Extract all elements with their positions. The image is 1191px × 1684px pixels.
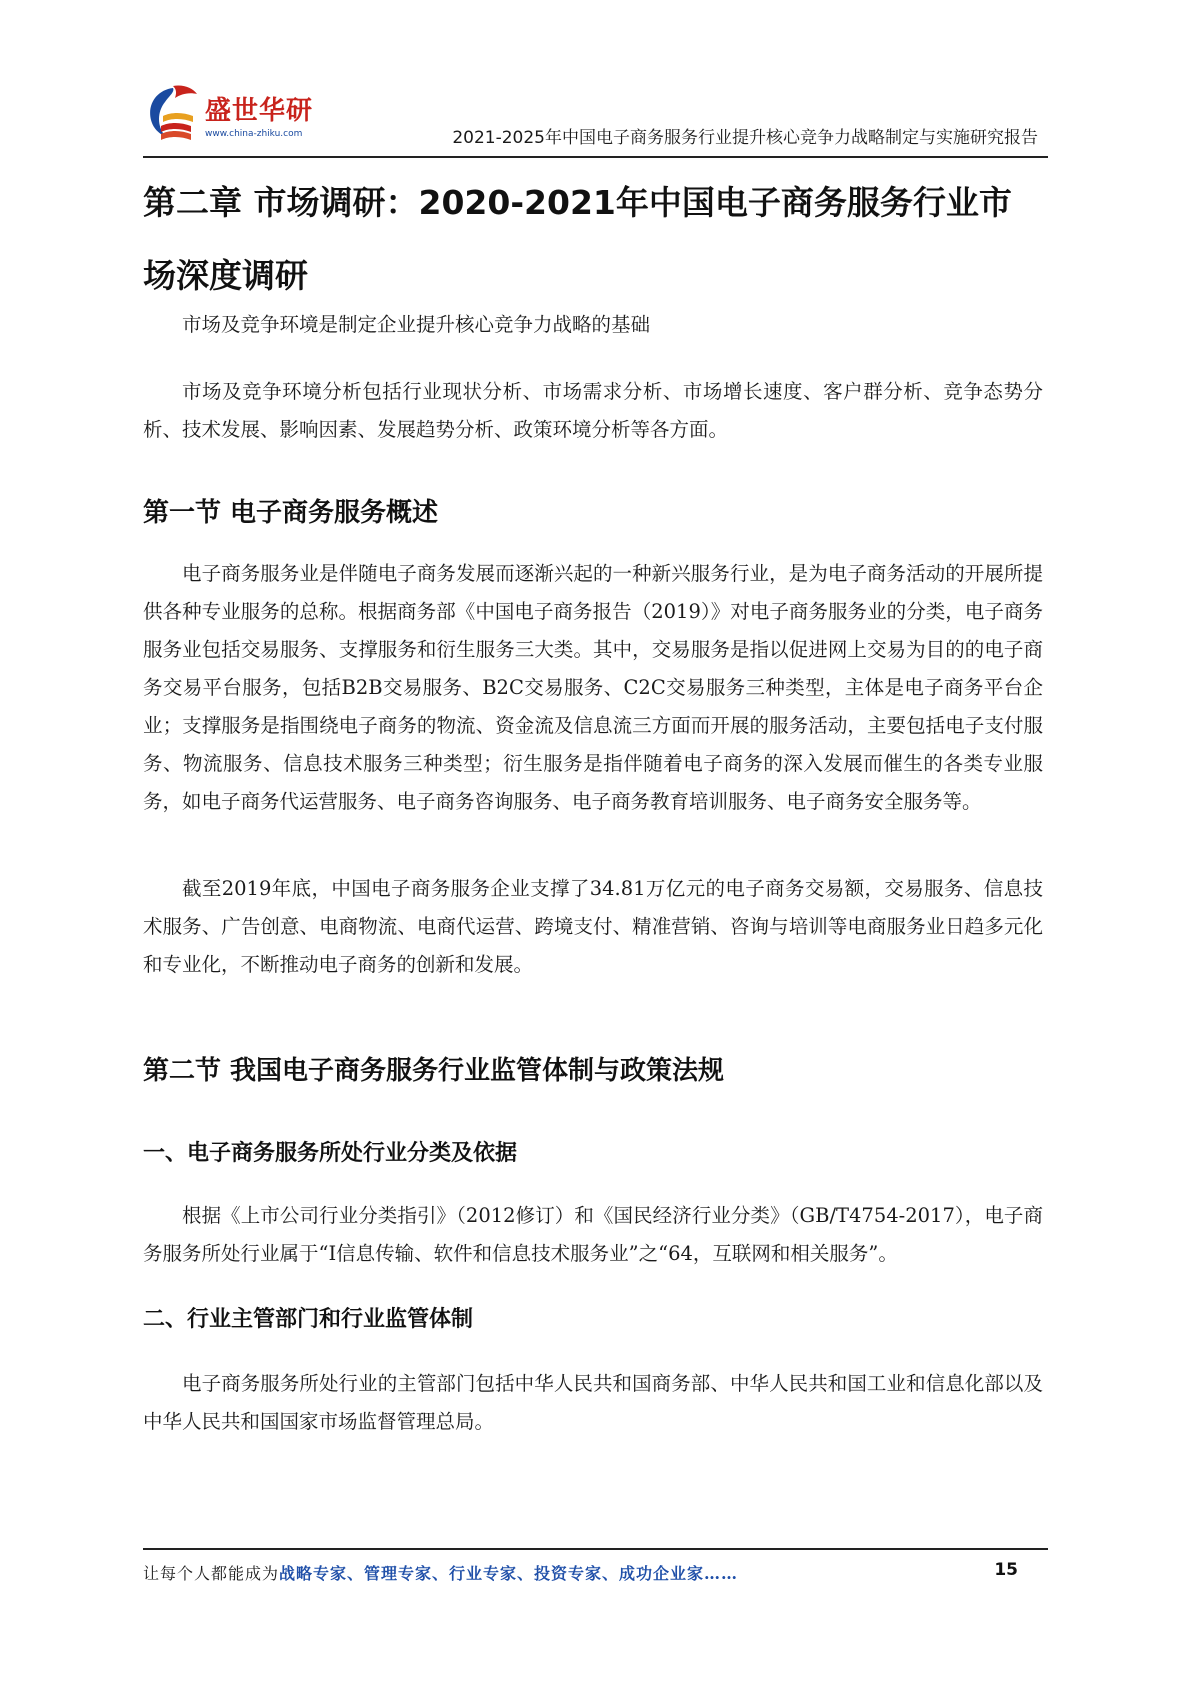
page-header <box>143 78 1048 158</box>
section-1-title: 第一节 电子商务服务概述 <box>143 498 439 528</box>
section-1-paragraph-2: 截至2019年底，中国电子商务服务企业支撑了34.81万亿元的电子商务交易额，交易服务、信息技术服务、广告创意、电商物流、电商代运营、跨境支付、精准营销、咨询与培训等电商服务业日趋多元化和专业化，不断推动电子商务的创新和发展。 <box>143 877 1043 976</box>
page-footer <box>143 1548 1048 1590</box>
logo-emblem-icon <box>143 82 207 148</box>
logo-url: www.china-zhiku.com <box>205 129 303 139</box>
company-logo <box>143 82 343 150</box>
section-2-title: 第二节 我国电子商务服务行业监管体制与政策法规 <box>143 1056 725 1086</box>
subsection-2-title: 二、行业主管部门和行业监管体制 <box>143 1307 474 1332</box>
footer-slogan-highlight: 战略专家、管理专家、行业专家、投资专家、成功企业家…… <box>279 1564 739 1583</box>
section-1-paragraph-1: 电子商务服务业是伴随电子商务发展而逐渐兴起的一种新兴服务行业，是为电子商务活动的开展所提供各种专业服务的总称。根据商务部《中国电子商务报告（2019）》对电子商务服务业的分类，电子商务服务业包括交易服务、支撑服务和衍生服务三大类。其中，交易服务是指以促进网上交易为目的的电子商务交易平台服务，包括B2B交易服务、B2C交易服务、C2C交易服务三种类型，主体是电子商务平台企业；支撑服务是指围绕电子商务的物流、资金流及信息流三方面而开展的服务活动，主要包括电子支付服务、物流服务、信息技术服务三种类型；衍生服务是指伴随着电子商务的深入发展而催生的各类专业服务，如电子商务代运营服务、电子商务咨询服务、电子商务教育培训服务、电子商务安全服务等。 <box>143 562 1043 813</box>
footer-slogan <box>143 1561 738 1584</box>
page-number: 15 <box>994 1560 1018 1580</box>
report-title: 2021-2025年中国电子商务服务行业提升核心竞争力战略制定与实施研究报告 <box>452 128 1038 148</box>
subsection-1-paragraph: 根据《上市公司行业分类指引》（2012修订）和《国民经济行业分类》（GB/T4754-2017），电子商务服务所处行业属于“I信息传输、软件和信息技术服务业”之“64，互联网和相关服务”。 <box>143 1204 1043 1265</box>
subsection-2-paragraph: 电子商务服务所处行业的主管部门包括中华人民共和国商务部、中华人民共和国工业和信息化部以及中华人民共和国国家市场监督管理总局。 <box>143 1372 1043 1433</box>
footer-slogan-prefix: 让每个人都能成为 <box>143 1564 280 1583</box>
logo-name: 盛世华研 <box>205 96 314 126</box>
intro-paragraph-2: 市场及竞争环境分析包括行业现状分析、市场需求分析、市场增长速度、客户群分析、竞争态势分析、技术发展、影响因素、发展趋势分析、政策环境分析等各方面。 <box>143 380 1043 441</box>
intro-paragraph-1: 市场及竞争环境是制定企业提升核心竞争力战略的基础 <box>182 313 651 336</box>
subsection-1-title: 一、电子商务服务所处行业分类及依据 <box>143 1141 518 1166</box>
chapter-title: 第二章 市场调研：2020-2021年中国电子商务服务行业市场深度调研 <box>143 183 1012 295</box>
